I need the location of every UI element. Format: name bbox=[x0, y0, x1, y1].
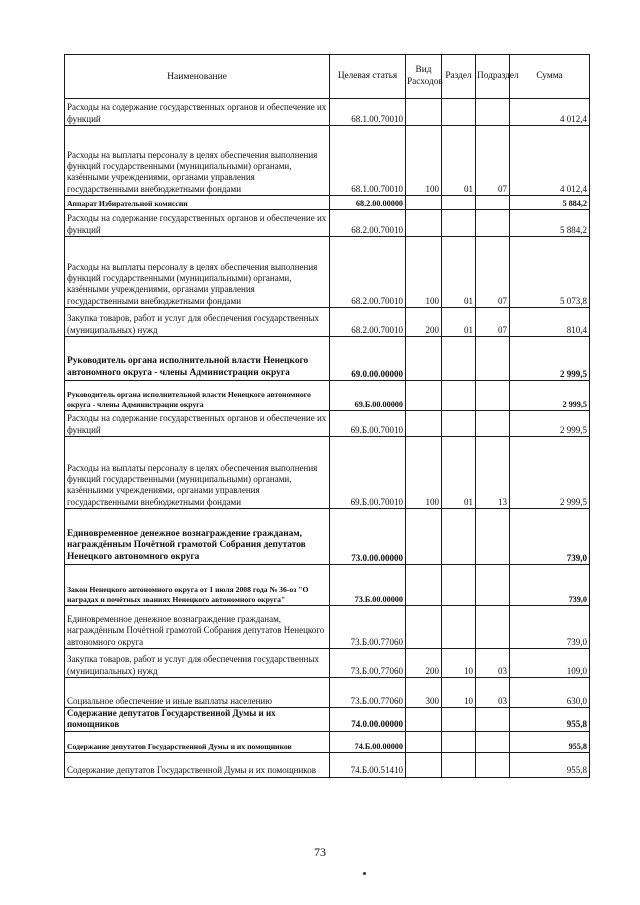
table-row bbox=[65, 649, 590, 678]
row-subsection bbox=[476, 411, 510, 437]
table-row bbox=[65, 337, 590, 381]
row-subsection bbox=[476, 196, 510, 210]
row-expense-type: 200 bbox=[406, 308, 442, 337]
row-section bbox=[442, 381, 476, 411]
row-section bbox=[442, 565, 476, 606]
row-target-article: 69.Б.00.70010 bbox=[330, 437, 406, 509]
table-row bbox=[65, 678, 590, 708]
row-subsection: 07 bbox=[476, 308, 510, 337]
row-name: Закупка товаров, работ и услуг для обеспечения государственных (муниципальных) нужд bbox=[65, 308, 330, 337]
row-subsection bbox=[476, 752, 510, 777]
row-target-article: 69.Б.00.00000 bbox=[330, 381, 406, 411]
row-section: 01 bbox=[442, 437, 476, 509]
row-name: Единовременное денежное вознаграждение гражданам, награждённым Почётной грамотой Собрания депутатов Ненецкого автономного округа bbox=[65, 509, 330, 565]
row-target-article: 73.Б.00.77060 bbox=[330, 649, 406, 678]
table-row bbox=[65, 509, 590, 565]
row-target-article: 68.1.00.70010 bbox=[330, 126, 406, 196]
row-amount: 955,8 bbox=[510, 731, 590, 752]
row-target-article: 74.Б.00.51410 bbox=[330, 752, 406, 777]
header-row bbox=[65, 55, 590, 99]
row-amount: 2 999,5 bbox=[510, 411, 590, 437]
row-amount: 2 999,5 bbox=[510, 381, 590, 411]
row-expense-type: 100 bbox=[406, 237, 442, 308]
row-amount: 4 012,4 bbox=[510, 126, 590, 196]
row-expense-type: 100 bbox=[406, 126, 442, 196]
row-target-article: 68.2.00.70010 bbox=[330, 308, 406, 337]
row-amount: 955,8 bbox=[510, 708, 590, 732]
row-target-article: 68.2.00.70010 bbox=[330, 210, 406, 237]
row-target-article: 69.0.00.00000 bbox=[330, 337, 406, 381]
row-section bbox=[442, 606, 476, 649]
row-section: 01 bbox=[442, 308, 476, 337]
row-name: Расходы на выплаты персоналу в целях обеспечения выполнения функций государственными (муниципальными) органами, казённыими учреждениями, органами управления государственными внебюджетными фондами bbox=[65, 437, 330, 509]
header-target-article: Целевая статья bbox=[330, 55, 406, 99]
table-row bbox=[65, 210, 590, 237]
row-expense-type bbox=[406, 381, 442, 411]
row-section bbox=[442, 99, 476, 126]
row-expense-type: 100 bbox=[406, 437, 442, 509]
table-row bbox=[65, 381, 590, 411]
row-name: Закупка товаров, работ и услуг для обеспечения государственных (муниципальных) нужд bbox=[65, 649, 330, 678]
table-row bbox=[65, 196, 590, 210]
table-row bbox=[65, 565, 590, 606]
row-section bbox=[442, 708, 476, 732]
row-subsection bbox=[476, 337, 510, 381]
header-name: Наименование bbox=[65, 55, 330, 99]
header-amount: Сумма bbox=[510, 55, 590, 99]
table-row bbox=[65, 731, 590, 752]
row-expense-type bbox=[406, 752, 442, 777]
row-name: Социальное обеспечение и иные выплаты населению bbox=[65, 678, 330, 708]
row-amount: 955,8 bbox=[510, 752, 590, 777]
table-row bbox=[65, 308, 590, 337]
row-expense-type bbox=[406, 196, 442, 210]
row-target-article: 68.2.00.00000 bbox=[330, 196, 406, 210]
table-row bbox=[65, 752, 590, 777]
row-name: Расходы на содержание государственных органов и обеспечение их функций bbox=[65, 99, 330, 126]
row-subsection: 07 bbox=[476, 237, 510, 308]
row-subsection bbox=[476, 509, 510, 565]
row-expense-type: 300 bbox=[406, 678, 442, 708]
row-subsection: 03 bbox=[476, 678, 510, 708]
header-section: Раздел bbox=[442, 55, 476, 99]
row-name: Руководитель органа исполнительной власти Ненецкого автономного округа - члены Администрации округа bbox=[65, 337, 330, 381]
row-section bbox=[442, 731, 476, 752]
row-amount: 5 073,8 bbox=[510, 237, 590, 308]
row-subsection: 03 bbox=[476, 649, 510, 678]
row-target-article: 73.Б.00.77060 bbox=[330, 606, 406, 649]
row-amount: 4 012,4 bbox=[510, 99, 590, 126]
row-expense-type bbox=[406, 708, 442, 732]
row-section: 10 bbox=[442, 649, 476, 678]
table-row bbox=[65, 606, 590, 649]
row-expense-type: 200 bbox=[406, 649, 442, 678]
row-amount: 739,0 bbox=[510, 509, 590, 565]
row-subsection bbox=[476, 708, 510, 732]
row-target-article: 68.2.00.70010 bbox=[330, 237, 406, 308]
budget-table bbox=[64, 54, 590, 778]
row-amount: 739,0 bbox=[510, 565, 590, 606]
row-name: Расходы на выплаты персоналу в целях обеспечения выполнения функций государственными (муниципальными) органами, казёнными учреждениями, органами управления государственными внебюджетными фондами bbox=[65, 126, 330, 196]
row-name: Содержание депутатов Государственной Думы и их помощников bbox=[65, 752, 330, 777]
row-subsection bbox=[476, 565, 510, 606]
row-expense-type bbox=[406, 99, 442, 126]
row-amount: 739,0 bbox=[510, 606, 590, 649]
table-row bbox=[65, 437, 590, 509]
row-subsection bbox=[476, 99, 510, 126]
row-amount: 5 884,2 bbox=[510, 196, 590, 210]
table-row bbox=[65, 237, 590, 308]
row-subsection bbox=[476, 210, 510, 237]
row-target-article: 68.1.00.70010 bbox=[330, 99, 406, 126]
row-expense-type bbox=[406, 210, 442, 237]
row-section bbox=[442, 752, 476, 777]
row-section bbox=[442, 210, 476, 237]
row-section: 01 bbox=[442, 237, 476, 308]
row-subsection bbox=[476, 606, 510, 649]
row-name: Расходы на содержание государственных органов и обеспечение их функций bbox=[65, 210, 330, 237]
row-section bbox=[442, 509, 476, 565]
row-target-article: 73.Б.00.00000 bbox=[330, 565, 406, 606]
row-name: Руководитель органа исполнительной власти Ненецкого автономного округа - члены Администрации округа bbox=[65, 381, 330, 411]
page-number: 73 bbox=[314, 845, 326, 859]
row-target-article: 69.Б.00.70010 bbox=[330, 411, 406, 437]
row-section: 10 bbox=[442, 678, 476, 708]
row-expense-type bbox=[406, 565, 442, 606]
row-subsection: 07 bbox=[476, 126, 510, 196]
row-section: 01 bbox=[442, 126, 476, 196]
scan-speck bbox=[363, 872, 366, 875]
row-amount: 630,0 bbox=[510, 678, 590, 708]
table-row bbox=[65, 99, 590, 126]
table-row bbox=[65, 411, 590, 437]
row-subsection: 13 bbox=[476, 437, 510, 509]
row-target-article: 74.Б.00.00000 bbox=[330, 731, 406, 752]
row-name: Аппарат Избирательной комиссии bbox=[65, 196, 330, 210]
row-name: Содержание депутатов Государственной Думы и их помощников bbox=[65, 731, 330, 752]
row-target-article: 73.0.00.00000 bbox=[330, 509, 406, 565]
table-row bbox=[65, 126, 590, 196]
row-amount: 810,4 bbox=[510, 308, 590, 337]
row-subsection bbox=[476, 731, 510, 752]
row-expense-type bbox=[406, 606, 442, 649]
row-expense-type bbox=[406, 731, 442, 752]
table-row bbox=[65, 708, 590, 732]
row-amount: 2 999,5 bbox=[510, 437, 590, 509]
row-expense-type bbox=[406, 509, 442, 565]
header-subsection: Подраздел bbox=[476, 55, 510, 99]
row-section bbox=[442, 196, 476, 210]
row-name: Единовременное денежное вознаграждение гражданам, награждённым Почётной грамотой Собрания депутатов Ненецкого автономного округа bbox=[65, 606, 330, 649]
row-expense-type bbox=[406, 411, 442, 437]
row-subsection bbox=[476, 381, 510, 411]
row-amount: 109,0 bbox=[510, 649, 590, 678]
row-target-article: 73.Б.00.77060 bbox=[330, 678, 406, 708]
row-name: Расходы на выплаты персоналу в целях обеспечения выполнения функций государственными (муниципальными) органами, казёнными учреждениями, органами управления государственными внебюджетными фондами bbox=[65, 237, 330, 308]
row-amount: 2 999,5 bbox=[510, 337, 590, 381]
row-name: Содержание депутатов Государственной Думы и их помощников bbox=[65, 708, 330, 732]
row-section bbox=[442, 411, 476, 437]
row-section bbox=[442, 337, 476, 381]
row-name: Расходы на содержание государственных органов и обеспечение их функций bbox=[65, 411, 330, 437]
row-name: Закон Ненецкого автономного округа от 1 июля 2008 года № 36-оз "О наградах и почётных званиях Ненецкого автономного округа" bbox=[65, 565, 330, 606]
header-expense-type: Вид Расходов bbox=[406, 55, 442, 99]
row-target-article: 74.0.00.00000 bbox=[330, 708, 406, 732]
row-amount: 5 884,2 bbox=[510, 210, 590, 237]
row-expense-type bbox=[406, 337, 442, 381]
